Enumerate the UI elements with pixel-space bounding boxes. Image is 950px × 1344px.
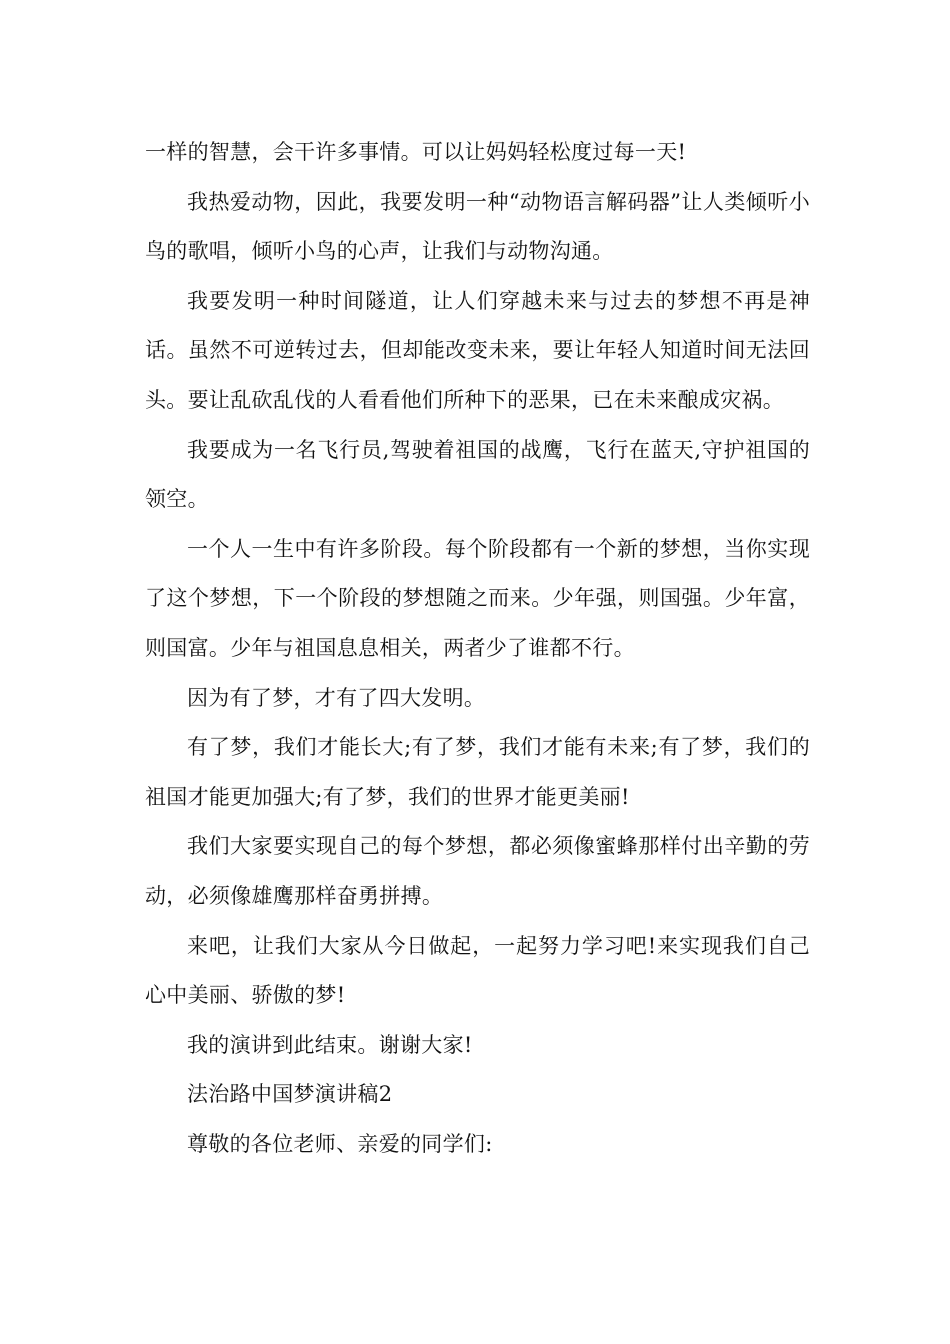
paragraph-8: 我们大家要实现自己的每个梦想，都必须像蜜蜂那样付出辛勤的劳动，必须像雄鹰那样奋勇拼搏。 bbox=[145, 834, 810, 908]
paragraph-2: 我热爱动物，因此，我要发明一种“动物语言解码器”让人类倾听小鸟的歌唱，倾听小鸟的心声，让我们与动物沟通。 bbox=[145, 189, 810, 264]
paragraph-9: 来吧，让我们大家从今日做起，一起努力学习吧!来实现我们自己心中美丽、骄傲的梦! bbox=[145, 933, 810, 1008]
section-title: 法治路中国梦演讲稿2 bbox=[187, 1082, 393, 1107]
document-body bbox=[145, 128, 810, 1169]
paragraph-7: 有了梦，我们才能长大;有了梦，我们才能有未来;有了梦，我们的祖国才能更加强大;有了梦，我们的世界才能更美丽! bbox=[145, 735, 810, 809]
paragraph-6: 因为有了梦，才有了四大发明。 bbox=[187, 685, 486, 710]
paragraph-4: 我要成为一名飞行员,驾驶着祖国的战鹰，飞行在蓝天,守护祖国的领空。 bbox=[145, 437, 810, 512]
paragraph-1: 一样的智慧，会干许多事情。可以让妈妈轻松度过每一天! bbox=[145, 140, 687, 164]
paragraph-10: 我的演讲到此结束。谢谢大家! bbox=[187, 1032, 473, 1057]
paragraph-5: 一个人一生中有许多阶段。每个阶段都有一个新的梦想，当你实现了这个梦想，下一个阶段的梦想随之而来。少年强，则国强。少年富，则国富。少年与祖国息息相关，两者少了谁都不行。 bbox=[145, 536, 810, 660]
paragraph-3: 我要发明一种时间隧道，让人们穿越未来与过去的梦想不再是神话。虽然不可逆转过去，但却能改变未来，要让年轻人知道时间无法回头。要让乱砍乱伐的人看看他们所种下的恶果，已在未来酿成灾祸。 bbox=[145, 288, 810, 412]
salutation: 尊敬的各位老师、亲爱的同学们: bbox=[187, 1131, 493, 1156]
